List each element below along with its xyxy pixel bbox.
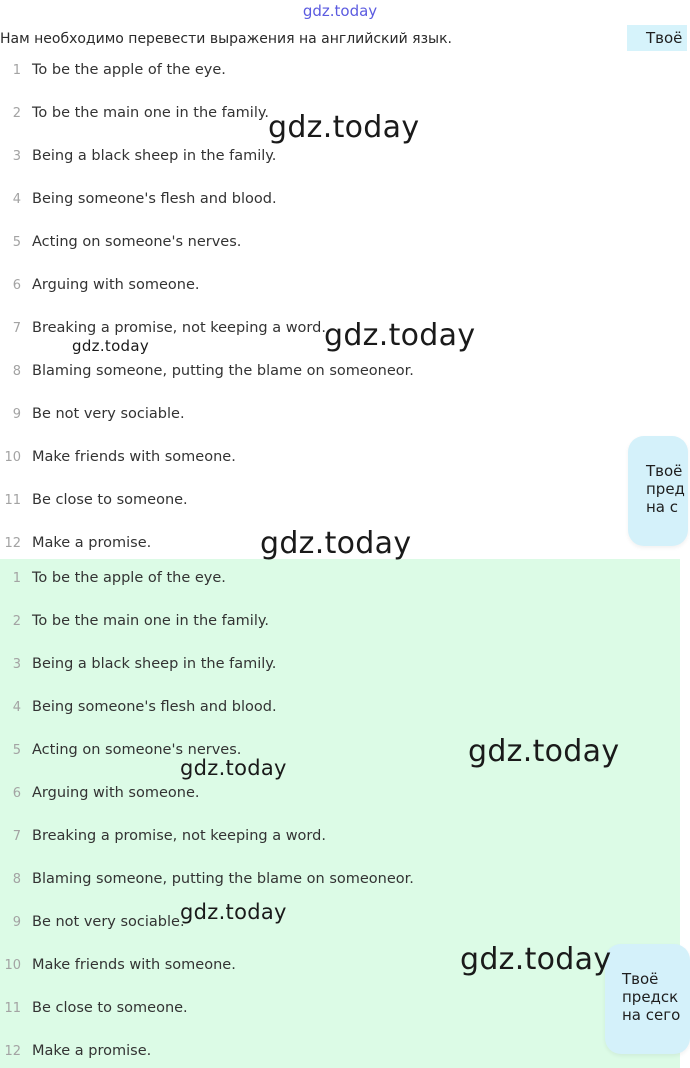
item-text: To be the apple of the eye. [32, 570, 226, 586]
item-text: Arguing with someone. [32, 785, 200, 801]
watermark: gdz.today [268, 110, 420, 145]
item-text: Being a black sheep in the family. [32, 656, 277, 672]
list-item [0, 1039, 620, 1063]
chat-bubble-line: пред [646, 480, 685, 498]
item-number: 11 [4, 1000, 21, 1016]
item-number: 8 [12, 363, 21, 379]
item-number: 11 [4, 492, 21, 508]
list-item [0, 445, 620, 469]
watermark: gdz.today [324, 318, 476, 353]
item-text: Arguing with someone. [32, 277, 200, 293]
side-panel-tab[interactable]: Твоё [627, 25, 687, 51]
item-text: Make friends with someone. [32, 957, 236, 973]
item-text: Be close to someone. [32, 492, 188, 508]
item-text: Breaking a promise, not keeping a word. [32, 320, 326, 336]
list-item [0, 781, 620, 805]
item-text: To be the main one in the family. [32, 613, 269, 629]
item-number: 7 [12, 828, 21, 844]
item-text: Be close to someone. [32, 1000, 188, 1016]
watermark: gdz.today [468, 734, 620, 769]
list-item [0, 867, 620, 891]
item-number: 6 [12, 277, 21, 293]
item-text: Blaming someone, putting the blame on someoneor. [32, 363, 414, 379]
list-item [0, 230, 620, 254]
list-item [0, 652, 620, 676]
item-number: 7 [12, 320, 21, 336]
chat-bubble-line: предск [622, 988, 679, 1006]
item-text: Being someone's flesh and blood. [32, 699, 277, 715]
item-text: Breaking a promise, not keeping a word. [32, 828, 326, 844]
item-text: Be not very sociable. [32, 406, 185, 422]
item-text: To be the main one in the family. [32, 105, 269, 121]
list-item [0, 609, 620, 633]
item-number: 2 [12, 613, 21, 629]
list-item [0, 144, 620, 168]
item-text: Being someone's flesh and blood. [32, 191, 277, 207]
list-item [0, 695, 620, 719]
list-item [0, 488, 620, 512]
list-item [0, 996, 620, 1020]
item-text: To be the apple of the eye. [32, 62, 226, 78]
item-text: Being a black sheep in the family. [32, 148, 277, 164]
item-text: Blaming someone, putting the blame on someoneor. [32, 871, 414, 887]
item-text: Acting on someone's nerves. [32, 742, 242, 758]
chat-bubble[interactable] [605, 944, 690, 1054]
item-number: 9 [12, 914, 21, 930]
item-number: 10 [4, 449, 21, 465]
list-item [0, 359, 620, 383]
item-number: 5 [12, 234, 21, 250]
watermark: gdz.today [260, 526, 412, 561]
answer-list [0, 559, 680, 1068]
item-number: 3 [12, 148, 21, 164]
item-text: Acting on someone's nerves. [32, 234, 242, 250]
item-text: Make a promise. [32, 535, 152, 551]
watermark: gdz.today [180, 756, 287, 780]
item-number: 4 [12, 699, 21, 715]
chat-bubble-line: Твоё [622, 970, 659, 988]
item-number: 10 [4, 957, 21, 973]
item-number: 8 [12, 871, 21, 887]
watermark: gdz.today [72, 337, 150, 355]
item-text: Make a promise. [32, 1043, 152, 1059]
chat-bubble-line: на сего [622, 1006, 681, 1024]
chat-bubble-line: на с [646, 498, 679, 516]
item-number: 3 [12, 656, 21, 672]
task-instruction: Нам необходимо перевести выражения на английский язык. [0, 31, 452, 47]
top-watermark: gdz.today [302, 2, 378, 20]
list-item [0, 824, 620, 848]
chat-bubble-line: Твоё [646, 462, 683, 480]
item-number: 6 [12, 785, 21, 801]
item-number: 5 [12, 742, 21, 758]
list-item [0, 402, 620, 426]
item-number: 12 [4, 535, 21, 551]
item-number: 1 [12, 570, 21, 586]
list-item [0, 273, 620, 297]
list-item [0, 58, 620, 82]
item-text: Be not very sociable. [32, 914, 185, 930]
watermark: gdz.today [180, 900, 287, 924]
watermark: gdz.today [460, 942, 612, 977]
chat-bubble[interactable] [628, 436, 688, 546]
item-number: 9 [12, 406, 21, 422]
item-number: 12 [4, 1043, 21, 1059]
item-text: Make friends with someone. [32, 449, 236, 465]
item-number: 2 [12, 105, 21, 121]
list-item [0, 566, 620, 590]
list-item [0, 187, 620, 211]
item-number: 4 [12, 191, 21, 207]
item-number: 1 [12, 62, 21, 78]
list-item [0, 910, 620, 934]
